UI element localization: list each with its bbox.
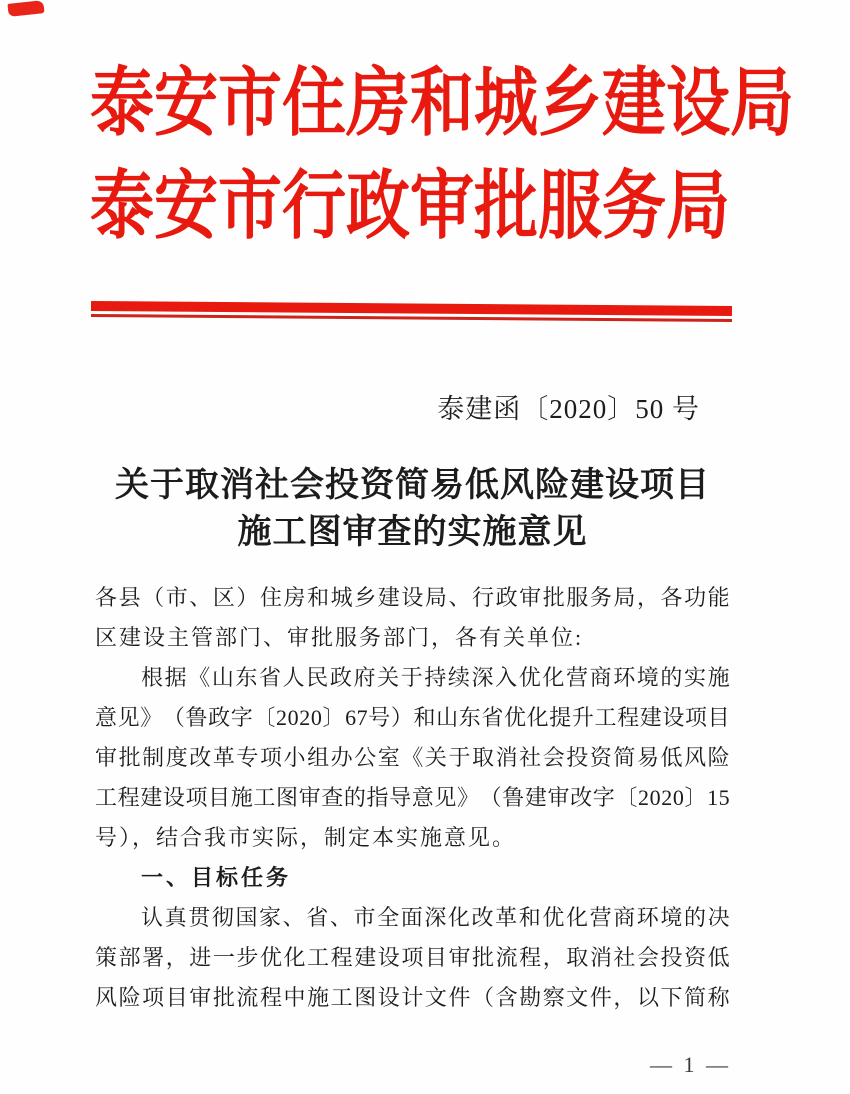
body-line: 认 真 贯 彻 国 家 、 省 、 市 全 面 深 化 改 革 和 优 化 营 商 环 境 的 决 — [141, 905, 730, 930]
red-scan-artifact — [7, 0, 44, 17]
body-line: 风 险 项 目 审 批 流 程 中 施 工 图 设 计 文 件 （ 含 勘 察 文 件 ， 以 下 简 称 — [95, 985, 730, 1010]
body-line: 审 批 制 度 改 革 专 项 小 组 办 公 室 《 关 于 取 消 社 会 投 资 简 易 低 风 险 — [95, 745, 730, 770]
body-line: 策 部 署 ， 进 一 步 优 化 工 程 建 设 项 目 审 批 流 程 ， 取 消 社 会 投 资 低 — [95, 945, 730, 970]
body-line: 各 县 （ 市 、 区 ） 住 房 和 城 乡 建 设 局 、 行 政 审 批 服 务 局 ， 各 功 能 — [95, 585, 730, 610]
body-line: 号），结合我市实际，制定本实施意见。 — [95, 825, 517, 850]
body-line: 意 见 》 （ 鲁 政 字 〔 2 0 2 0 〕 6 7 号 ） 和 山 东 省 优 化 提 升 工 程 建 设 项 目 — [95, 705, 730, 730]
document-title-line-1: 关于取消社会投资简易低风险建设项目 — [115, 467, 710, 504]
issuer-line-1: 泰安市住房和城乡建设局 — [90, 61, 794, 146]
issuer-line-2: 泰安市行政审批服务局 — [90, 164, 730, 249]
body-line: 区建设主管部门、审批服务部门，各有关单位: — [95, 625, 584, 650]
document-number: 泰建函〔2020〕50 号 — [437, 394, 700, 424]
body-line: 一、目标任务 — [141, 865, 292, 890]
body-line: 工 程 建 设 项 目 施 工 图 审 查 的 指 导 意 见 》 （ 鲁 建 审 改 字 〔 2 0 2 0 〕 1 5 — [95, 785, 730, 810]
document-title — [95, 462, 730, 556]
body-text — [95, 578, 730, 1018]
body-line: 根 据 《 山 东 省 人 民 政 府 关 于 持 续 深 入 优 化 营 商 环 境 的 实 施 — [141, 665, 730, 690]
issuer-header — [90, 52, 794, 258]
page-number: — 1 — — [650, 1052, 731, 1077]
document-title-line-2: 施工图审查的实施意见 — [237, 514, 588, 551]
